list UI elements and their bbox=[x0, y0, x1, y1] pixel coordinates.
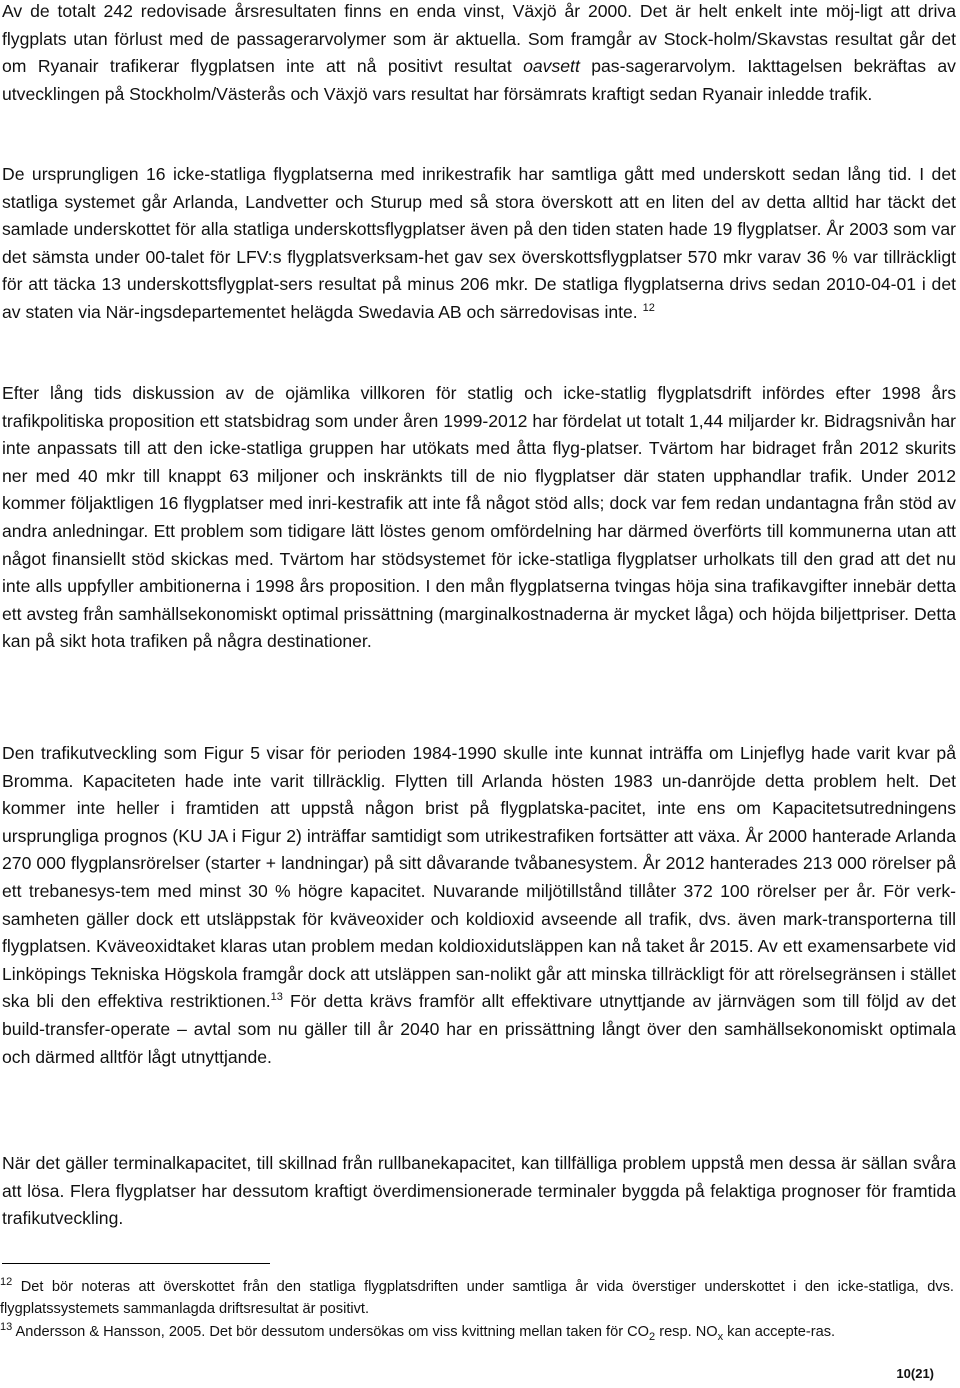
paragraph-text: För detta krävs framför allt effektivare utnyttjande av järnvägen som till följd av det build-transfer-operate – avtal som nu gäller till år 2040 har en prissättning långt över den samhällsekonomiskt optimala och därmed alltför lågt utnyttjande. bbox=[2, 991, 956, 1067]
subscript: 2 bbox=[649, 1330, 656, 1343]
footnote-ref-13[interactable]: 13 bbox=[270, 991, 283, 1004]
footnote-separator bbox=[2, 1263, 270, 1264]
paragraph-text: pas-sagerarvolym. bbox=[579, 56, 736, 77]
paragraph-text: Iakttagelsen bekräftas av utvecklingen på Stockholm/Västerås och Växjö vars resultat har försämrats kraftigt sedan Ryanair inledde trafik. bbox=[2, 56, 956, 104]
footnote-number: 12 bbox=[0, 1276, 13, 1289]
footnote-ref-12[interactable]: 12 bbox=[642, 302, 655, 315]
footnote-text: Andersson & Hansson, 2005. Det bör dessutom undersökas om viss kvittning mellan taken för CO bbox=[12, 1324, 650, 1340]
paragraph-text: De ursprungligen 16 icke-statliga flygplatserna med inrikestrafik har samtliga gått med underskott sedan lång tid. I det statliga systemet går Arlanda, Landvetter och Sturup med så stora överskott att en liten del av detta alltid har täckt det samlade underskottet för alla statliga underskottsflygplatser även på den tiden staten hade 19 flygplatser. År 2003 som var det sämsta under 00-talet för LFV:s flygplatsverksam-het gav sex överskottsflygplatser 570 mkr varav 36 % var tillräckligt för att täcka 13 underskottsflygplat-sers resultat på minus 206 mkr. De statliga flygplatserna drivs sedan 2010-04-01 i det av staten via När-ingsdepartementet helägda Swedavia AB och särredovisas inte. bbox=[2, 164, 956, 322]
paragraph-text: När det gäller terminalkapacitet, till skillnad från rullbanekapacitet, kan tillfälliga problem uppstå men dessa är sällan svåra att lösa. Flera flygplatser har dessutom kraftigt överdimensionerade terminaler byggda på felaktiga prognoser för framtida trafikutveckling. bbox=[2, 1153, 956, 1229]
paragraph-traffic-development bbox=[2, 740, 956, 1071]
paragraph-text: Av de totalt 242 redovisade årsresultaten finns en enda vinst, Växjö år 2000. Det är helt enkelt inte möj-ligt att driva flygplats utan förlust med de passagerarvolymer som är aktuella. Som framgår av Stock-holm/Skavstas resultat går det om Ryanair trafikerar flygplatsen inte att nå positivt resultat bbox=[2, 1, 956, 77]
paragraph-terminal-capacity bbox=[2, 1150, 956, 1233]
footnote-12 bbox=[0, 1276, 954, 1320]
footnote-text: kan accepte-ras. bbox=[723, 1324, 836, 1340]
paragraph-state-subsidy bbox=[2, 380, 956, 656]
paragraph-state-airports bbox=[2, 161, 956, 327]
subscript: x bbox=[717, 1330, 724, 1343]
emphasis-text: oavsett bbox=[523, 56, 580, 77]
paragraph-text: Den trafikutveckling som Figur 5 visar för perioden 1984-1990 skulle inte kunnat inträffa om Linjeflyg hade varit kvar på Bromma. Kapaciteten hade inte varit tillräcklig. Flytten till Arlanda hösten 1983 un-danröjde detta problem helt. Det kommer inte heller i framtiden att uppstå någon brist på flygplatska-pacitet, inte ens om Kapacitetsutredningens ursprungliga prognos (KU JA i Figur 2) inträffar samtidigt som utrikestrafiken fortsätter att växa. År 2000 hanterade Arlanda 270 000 flygplansrörelser (starter + landningar) på sitt dåvarande tvåbanesystem. År 2012 hanterades 213 000 rörelser på ett trebanesys-tem med minst 30 % högre kapacitet. Nuvarande miljötillstånd tillåter 372 100 rörelser per år. För verk-samheten gäller dock ett utsläppstak för kväveoxider och koldioxid avseende all trafik, dvs. även mark-transporterna till flygplatsen. Kväveoxidtaket klaras utan problem medan koldioxidutsläppen kan nå taket år 2015. Av ett examensarbete vid Linköpings Tekniska Högskola framgår dock att utsläppen san-nolikt går att minska tillräckligt för att rörelsegränsen i stället ska bli den effektiva restriktionen. bbox=[2, 743, 956, 1012]
paragraph-text: Efter lång tids diskussion av de ojämlika villkoren för statlig och icke-statlig flygplatsdrift infördes efter 1998 års trafikpolitiska proposition ett statsbidrag som under åren 1999-2012 har fördelat ut totalt 1,44 miljarder kr. Bidragsnivån har inte anpassats till att den icke-statliga gruppen har utökats med åtta flyg-platser. Tvärtom har bidraget från 2012 skurits ner med 40 mkr till knappt 63 miljoner och inskränkts till de nio flygplatser där staten upphandlar trafik. Under 2012 kommer följaktligen 16 flygplatser med inri-kestrafik att inte få något stöd alls; dock var fem redan undantagna från stöd av andra anledningar. Ett problem som tidigare lätt löstes genom omfördelning har därmed överförts till kommunerna utan att något finansiellt stöd skickas med. Tvärtom har stödsystemet för icke-statliga flygplatser urholkats till den grad att det nu inte alls uppfyller ambitionerna i 1998 års proposition. I den mån flygplatserna tvingas höja sina trafikavgifter innebär detta ett avsteg från samhällsekonomiskt optimal prissättning (marginalkostnaderna är mycket låga) och höjda biljettpriser. Detta kan på sikt hota trafiken på några destinationer. bbox=[2, 383, 956, 652]
footnote-number: 13 bbox=[0, 1321, 13, 1334]
footnote-text: Det bör noteras att överskottet från den statliga flygplatsdriften under samtliga år vida överstiger underskottet i den icke-statliga, dvs. flygplatssystemets sammanlagda driftsresultat är positivt. bbox=[0, 1279, 954, 1317]
footnote-13 bbox=[0, 1321, 954, 1343]
paragraph-airport-results bbox=[2, 0, 956, 108]
footnote-text: resp. NO bbox=[655, 1324, 718, 1340]
page-number: 10(21) bbox=[896, 1366, 934, 1381]
